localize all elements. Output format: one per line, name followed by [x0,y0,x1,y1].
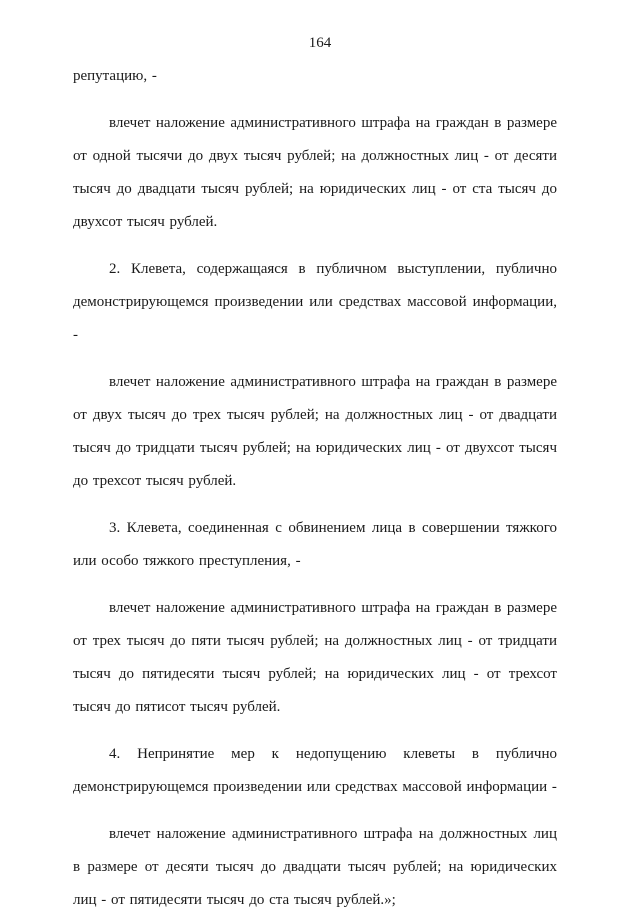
paragraph-3: 2. Клевета, содержащаяся в публичном выступлении, публично демонстрирующемся произведении или средствах массовой информации, - [73,261,557,343]
paragraph-7: 4. Непринятие мер к недопущению клеветы в публично демонстрирующемся произведении или средствах массовой информации - [73,746,557,795]
paragraph-8: влечет наложение административного штрафа на должностных лиц в размере от десяти тысяч до двадцати тысяч рублей; на юридических лиц - от пятидесяти тысяч до ста тысяч рублей.»; [73,826,557,908]
document-body [73,60,557,917]
paragraph-1: репутацию, - [73,68,157,84]
paragraph-4: влечет наложение административного штрафа на граждан в размере от двух тысяч до трех тысяч рублей; на должностных лиц - от двадцати тысяч до тридцати тысяч рублей; на юридических лиц - от двухсот тысяч до трехсот тысяч рублей. [73,374,557,489]
paragraph-5: 3. Клевета, соединенная с обвинением лица в совершении тяжкого или особо тяжкого преступления, - [73,520,557,569]
paragraph-6: влечет наложение административного штрафа на граждан в размере от трех тысяч до пяти тысяч рублей; на должностных лиц - от тридцати тысяч до пятидесяти тысяч рублей; на юридических лиц - от трехсот тысяч до пятисот тысяч рублей. [73,600,557,715]
page-number: 164 [308,35,332,51]
paragraph-2: влечет наложение административного штрафа на граждан в размере от одной тысячи до двух тысяч рублей; на должностных лиц - от десяти тысяч до двадцати тысяч рублей; на юридических лиц - от ста тысяч до двухсот тысяч рублей. [73,115,557,230]
